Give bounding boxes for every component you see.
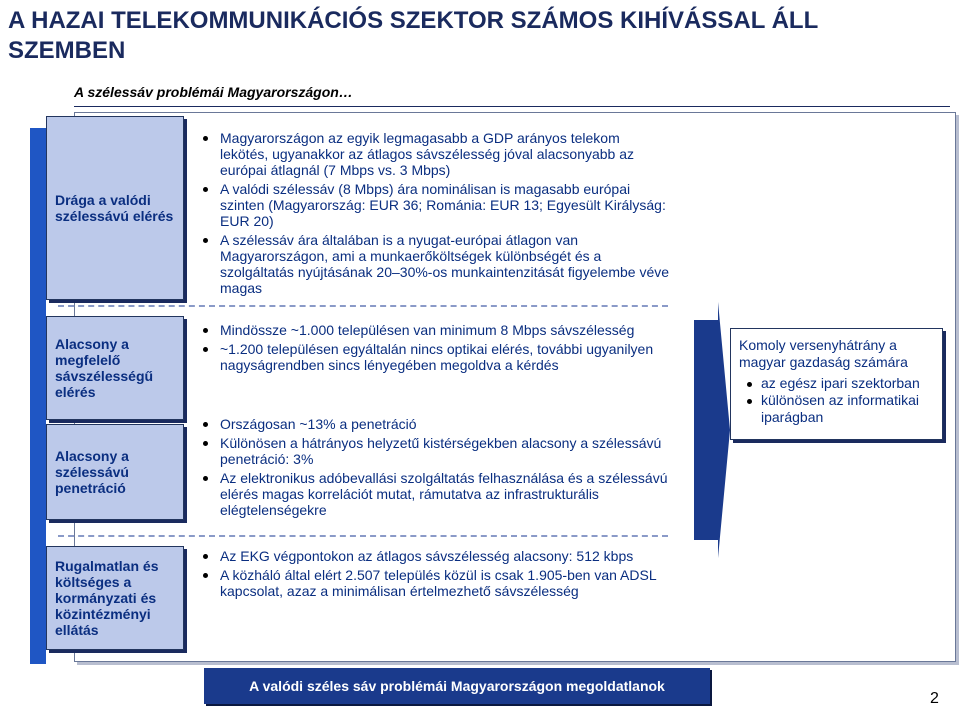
bullet-item: Magyarországon az egyik legmagasabb a GDP arányos telekom lekötés, ugyanakkor az átlagos sávszélesség jóval alacsonyabb az európai átlagnál (7 Mbps vs. 3 Mbps) xyxy=(200,130,670,178)
section-label-1 xyxy=(46,116,184,300)
bullet-item: A szélessáv ára általában is a nyugat-európai átlagon van Magyarországon, ami a munkaerőköltségek különbségét és a szolgáltatás nyújtásának 20‒30%-os munkaintenzitását figyelembe véve magas xyxy=(200,232,670,296)
bullet-item: Országosan ~13% a penetráció xyxy=(200,416,670,432)
section-label-text: Rugalmatlan és költséges a kormányzati és közintézményi ellátás xyxy=(55,558,159,638)
section-label-2 xyxy=(46,316,184,420)
arrow-shaft xyxy=(694,320,718,540)
bullet-item: ~1.200 településen egyáltalán nincs optikai elérés, további ugyanilyen nagyságrendben sincs lényegében megoldva a kérdés xyxy=(200,341,670,373)
bullet-item: Különösen a hátrányos helyzetű kistérségekben alacsony a szélessávú penetráció: 3% xyxy=(200,435,670,467)
section-bullets-2 xyxy=(200,322,670,376)
conclusion-bullet: az egész ipari szektorban xyxy=(739,375,934,392)
conclusion-heading: Komoly versenyhátrány a magyar gazdaság számára xyxy=(739,337,908,370)
section-divider xyxy=(58,305,668,307)
bullet-item: A valódi szélessáv (8 Mbps) ára nominálisan is magasabb európai szinten (Magyarország: EUR 36; Románia: EUR 13; Egyesült Királyság: EUR 20) xyxy=(200,181,670,229)
slide-title: A HAZAI TELEKOMMUNIKÁCIÓS SZEKTOR SZÁMOS KIHÍVÁSSAL ÁLL SZEMBEN xyxy=(8,7,818,64)
section-label-text: Drága a valódi szélessávú elérés xyxy=(55,192,174,224)
slide-subtitle: A szélessáv problémái Magyarországon… xyxy=(74,84,353,100)
page-number: 2 xyxy=(930,690,939,707)
arrow-right-icon xyxy=(718,302,730,558)
conclusion-bullet: különösen az informatikai iparágban xyxy=(739,392,934,426)
bullet-item: Az elektronikus adóbevallási szolgáltatás felhasználása és a szélessávú elérés magas korrelációt mutat, rámutatva az infrastrukturális elégtelenségekre xyxy=(200,470,670,518)
conclusion-bullets xyxy=(739,375,934,426)
bullet-item: Mindössze ~1.000 településen van minimum 8 Mbps sávszélesség xyxy=(200,322,670,338)
section-divider xyxy=(58,535,668,537)
left-accent-bar xyxy=(30,128,46,664)
footer-banner xyxy=(204,668,710,704)
section-label-4 xyxy=(46,546,184,650)
conclusion-box xyxy=(730,328,943,440)
section-bullets-3 xyxy=(200,416,670,521)
section-bullets-4 xyxy=(200,548,670,602)
footer-text: A valódi széles sáv problémái Magyarországon megoldatlanok xyxy=(249,678,665,694)
section-label-text: Alacsony a megfelelő sávszélességű elérés xyxy=(55,336,154,400)
subtitle-divider xyxy=(74,106,950,107)
section-label-text: Alacsony a szélessávú penetráció xyxy=(55,448,129,496)
section-bullets-1 xyxy=(200,130,670,299)
bullet-item: Az EKG végpontokon az átlagos sávszélesség alacsony: 512 kbps xyxy=(200,548,670,564)
section-label-3 xyxy=(46,424,184,520)
bullet-item: A közháló által elért 2.507 település közül is csak 1.905-ben van ADSL kapcsolat, azaz a minimálisan értelmezhető sávszélesség xyxy=(200,567,670,599)
